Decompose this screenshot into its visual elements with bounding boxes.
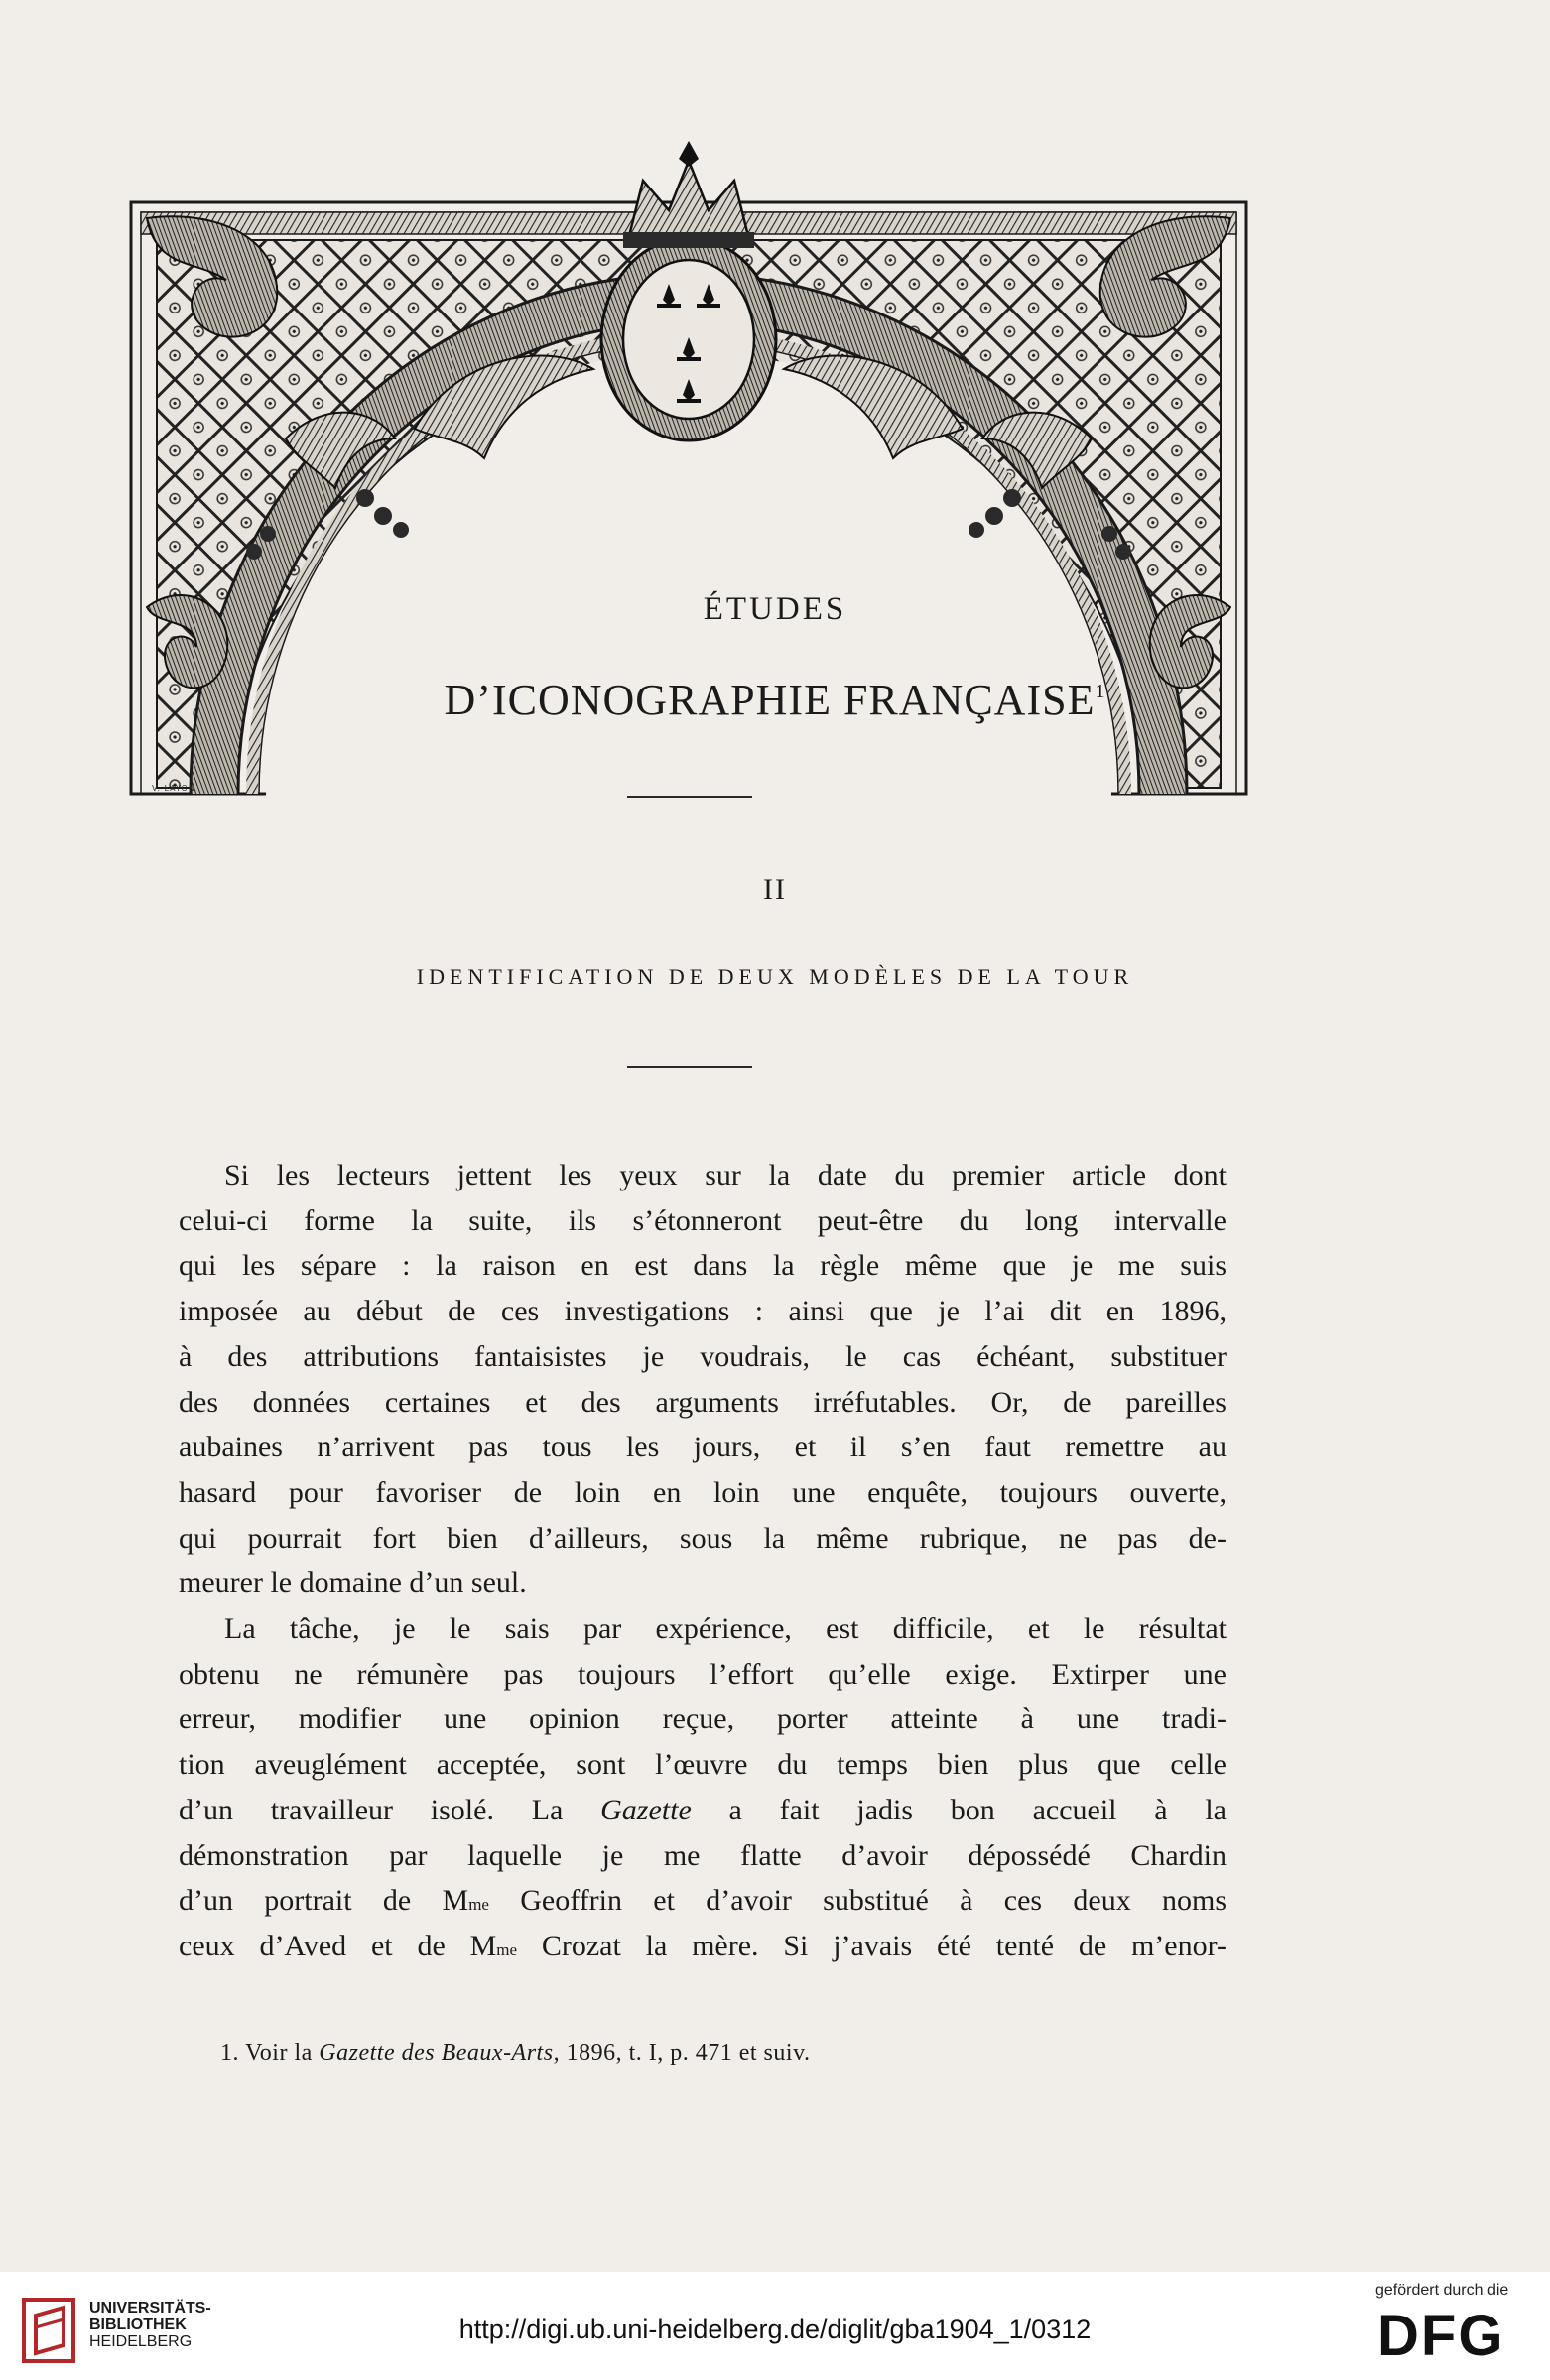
section-subtitle: IDENTIFICATION DE DEUX MODÈLES DE LA TOUR xyxy=(416,964,1134,989)
text-line xyxy=(179,1924,1227,1969)
text-line: La tâche, je le sais par expérience, est difficile, et le résultat xyxy=(224,1612,1227,1646)
article-title-text: D’ICONOGRAPHIE FRANÇAISE xyxy=(444,676,1096,724)
journal-name: Gazette xyxy=(600,1793,692,1826)
text-line: obtenu ne rémunère pas toujours l’effort qu’elle exige. Extirper une xyxy=(179,1657,1227,1691)
dfg-logo[interactable]: DFG xyxy=(1377,2304,1505,2368)
article-body xyxy=(179,1153,1227,1969)
text-line: Si les lecteurs jettent les yeux sur la date du premier article dont xyxy=(224,1159,1227,1191)
title-footnote-marker[interactable]: 1 xyxy=(1095,681,1106,702)
text-line: celui-ci forme la suite, ils s’étonneront peut-être du long intervalle xyxy=(179,1203,1227,1237)
library-name-line: UNIVERSITÄTS- xyxy=(89,2300,211,2317)
text-line: aubaines n’arrivent pas tous les jours, et il s’en faut remettre au xyxy=(179,1431,1227,1464)
text-run: a fait jadis bon accueil à la xyxy=(691,1793,1227,1826)
text-run: d’un travailleur isolé. La xyxy=(179,1793,601,1826)
text-run: Crozat la mère. Si j’avais été tenté de m’enor- xyxy=(517,1929,1227,1962)
text-line: qui pourrait fort bien d’ailleurs, sous la même rubrique, ne pas de- xyxy=(179,1521,1227,1555)
text-line: à des attributions fantaisistes je voudrais, le cas échéant, substituer xyxy=(179,1339,1227,1373)
section-number: II xyxy=(763,873,787,906)
footnote-text: , 1896, t. I, p. 471 et suiv. xyxy=(553,2040,811,2066)
text-line xyxy=(179,1878,1227,1924)
text-run: ceux d’Aved et de M xyxy=(179,1929,497,1962)
footnote-journal-title: Gazette des Beaux-Arts xyxy=(319,2040,554,2066)
superscript: me xyxy=(468,1895,489,1915)
text-line: imposée au début de ces investigations : ainsi que je l’ai dit en 1896, xyxy=(179,1295,1227,1328)
text-line: meurer le domaine d’un seul. xyxy=(179,1566,527,1600)
funding-caption: gefördert durch die xyxy=(1375,2282,1509,2299)
text-run: d’un portrait de M xyxy=(179,1884,469,1918)
permalink-url[interactable]: http://digi.ub.uni-heidelberg.de/diglit/gba1904_1/0312 xyxy=(458,2315,1092,2344)
divider-rule xyxy=(627,796,752,798)
text-line: démonstration par laquelle je me flatte d’avoir dépossédé Chardin xyxy=(179,1838,1227,1872)
superscript: me xyxy=(496,1940,518,1959)
series-title: ÉTUDES xyxy=(703,591,847,627)
engraver-signature: V. LAYON xyxy=(152,784,195,793)
text-line xyxy=(179,1788,1227,1833)
library-name-line: HEIDELBERG xyxy=(89,2333,193,2350)
library-name-line: BIBLIOTHEK xyxy=(89,2317,187,2333)
text-line: erreur, modifier une opinion reçue, porter atteinte à une tradi- xyxy=(179,1702,1227,1736)
text-line: qui les sépare : la raison en est dans la règle même que je me suis xyxy=(179,1249,1227,1283)
article-title xyxy=(0,675,1550,725)
footnote-text: 1. Voir la xyxy=(220,2040,320,2066)
text-line: hasard pour favoriser de loin en loin une enquête, toujours ouverte, xyxy=(179,1475,1227,1509)
text-line: des données certaines et des arguments irréfutables. Or, de pareilles xyxy=(179,1385,1227,1419)
text-run: Geoffrin et d’avoir substitué à ces deux noms xyxy=(488,1884,1227,1918)
footnote xyxy=(220,2040,811,2067)
divider-rule xyxy=(627,1066,752,1068)
text-line: tion aveuglément acceptée, sont l’œuvre du temps bien plus que celle xyxy=(179,1748,1227,1782)
